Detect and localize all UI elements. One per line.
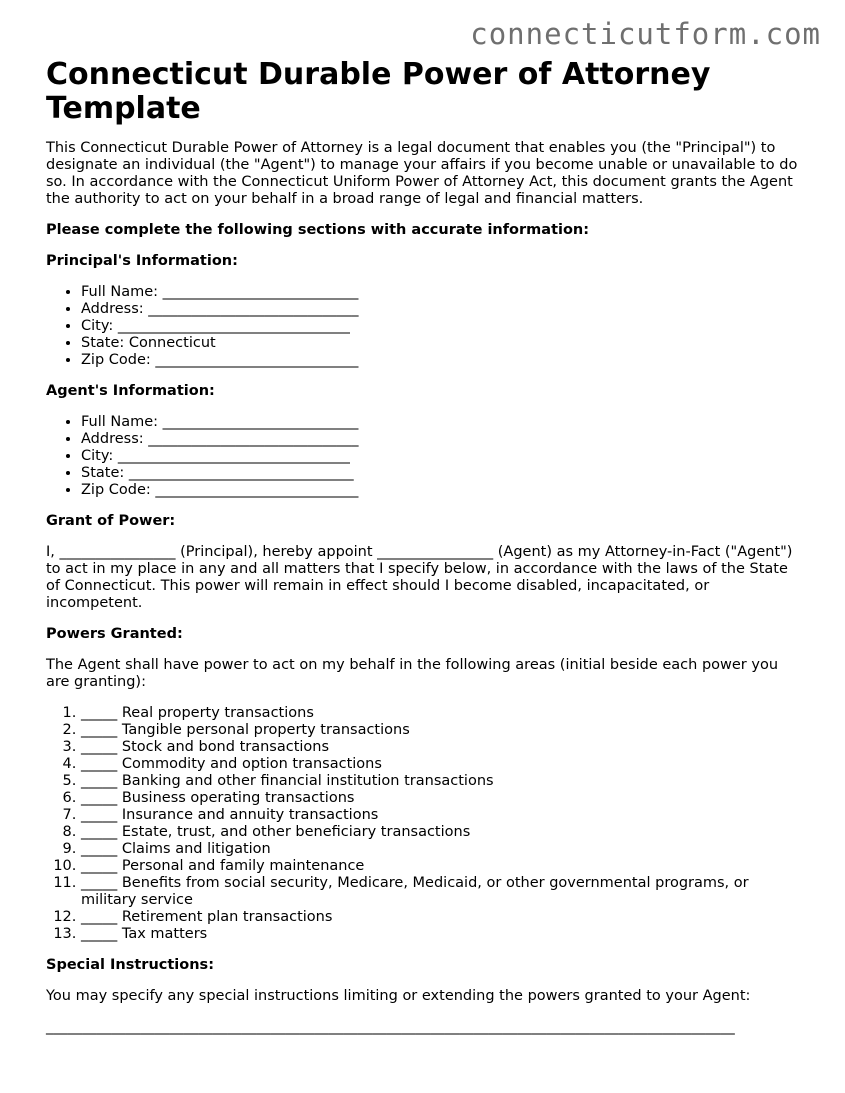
instruction-heading: Please complete the following sections with accurate information: — [46, 222, 590, 238]
power-item: 2. _____ Tangible personal property transactions — [81, 722, 806, 739]
agent-zip-field: • Zip Code: ____________________________ — [81, 482, 806, 499]
special-instructions-line: _______________________________________________________________________________________________ — [46, 1019, 735, 1035]
principal-state-field: • State: Connecticut — [81, 335, 806, 352]
principal-zip-field: • Zip Code: ____________________________ — [81, 352, 806, 369]
powers-paragraph: The Agent shall have power to act on my behalf in the following areas (initial beside each power you are granting): — [46, 657, 779, 690]
grant-paragraph: I, ________________ (Principal), hereby appoint ________________ (Agent) as my Attorney-in-Fact ("Agent") to act in my place in any and all matters that I specify below, in accordance with the laws of the State of Connecticut. This power will remain in effect should I become disabled, incapacitated, or incompetent. — [46, 544, 793, 611]
power-item: 5. _____ Banking and other financial institution transactions — [81, 773, 806, 790]
document-title: Connecticut Durable Power of Attorney Template — [46, 57, 711, 126]
site-watermark: connecticutform.com — [470, 17, 821, 51]
agent-city-field: • City: ________________________________ — [81, 448, 806, 465]
power-item: 12. _____ Retirement plan transactions — [81, 909, 806, 926]
powers-heading: Powers Granted: — [46, 626, 183, 642]
document-body — [46, 58, 806, 1050]
power-item: 3. _____ Stock and bond transactions — [81, 739, 806, 756]
grant-heading: Grant of Power: — [46, 513, 176, 529]
power-item: 8. _____ Estate, trust, and other beneficiary transactions — [81, 824, 806, 841]
power-item: 10. _____ Personal and family maintenance — [81, 858, 806, 875]
principal-heading: Principal's Information: — [46, 253, 238, 269]
special-heading: Special Instructions: — [46, 957, 214, 973]
agent-address-field: • Address: _____________________________ — [81, 431, 806, 448]
powers-list — [46, 705, 806, 943]
agent-fields — [46, 414, 806, 499]
power-item: 6. _____ Business operating transactions — [81, 790, 806, 807]
principal-full-name-field: • Full Name: ___________________________ — [81, 284, 806, 301]
agent-heading: Agent's Information: — [46, 383, 215, 399]
principal-city-field: • City: ________________________________ — [81, 318, 806, 335]
power-item: 9. _____ Claims and litigation — [81, 841, 806, 858]
principal-fields — [46, 284, 806, 369]
special-paragraph: You may specify any special instructions limiting or extending the powers granted to your Agent: — [46, 988, 751, 1004]
power-item: 13. _____ Tax matters — [81, 926, 806, 943]
intro-paragraph: This Connecticut Durable Power of Attorney is a legal document that enables you (the "Principal") to designate an individual (the "Agent") to manage your affairs if you become unable or unavailable to do so. In accordance with the Connecticut Uniform Power of Attorney Act, this document grants the Agent the authority to act on your behalf in a broad range of legal and financial matters. — [46, 140, 798, 207]
principal-address-field: • Address: _____________________________ — [81, 301, 806, 318]
agent-full-name-field: • Full Name: ___________________________ — [81, 414, 806, 431]
power-item: 11. _____ Benefits from social security, Medicare, Medicaid, or other governmental programs, or military service — [81, 875, 806, 909]
power-item: 4. _____ Commodity and option transactions — [81, 756, 806, 773]
power-item: 7. _____ Insurance and annuity transactions — [81, 807, 806, 824]
power-item: 1. _____ Real property transactions — [81, 705, 806, 722]
agent-state-field: • State: _______________________________ — [81, 465, 806, 482]
